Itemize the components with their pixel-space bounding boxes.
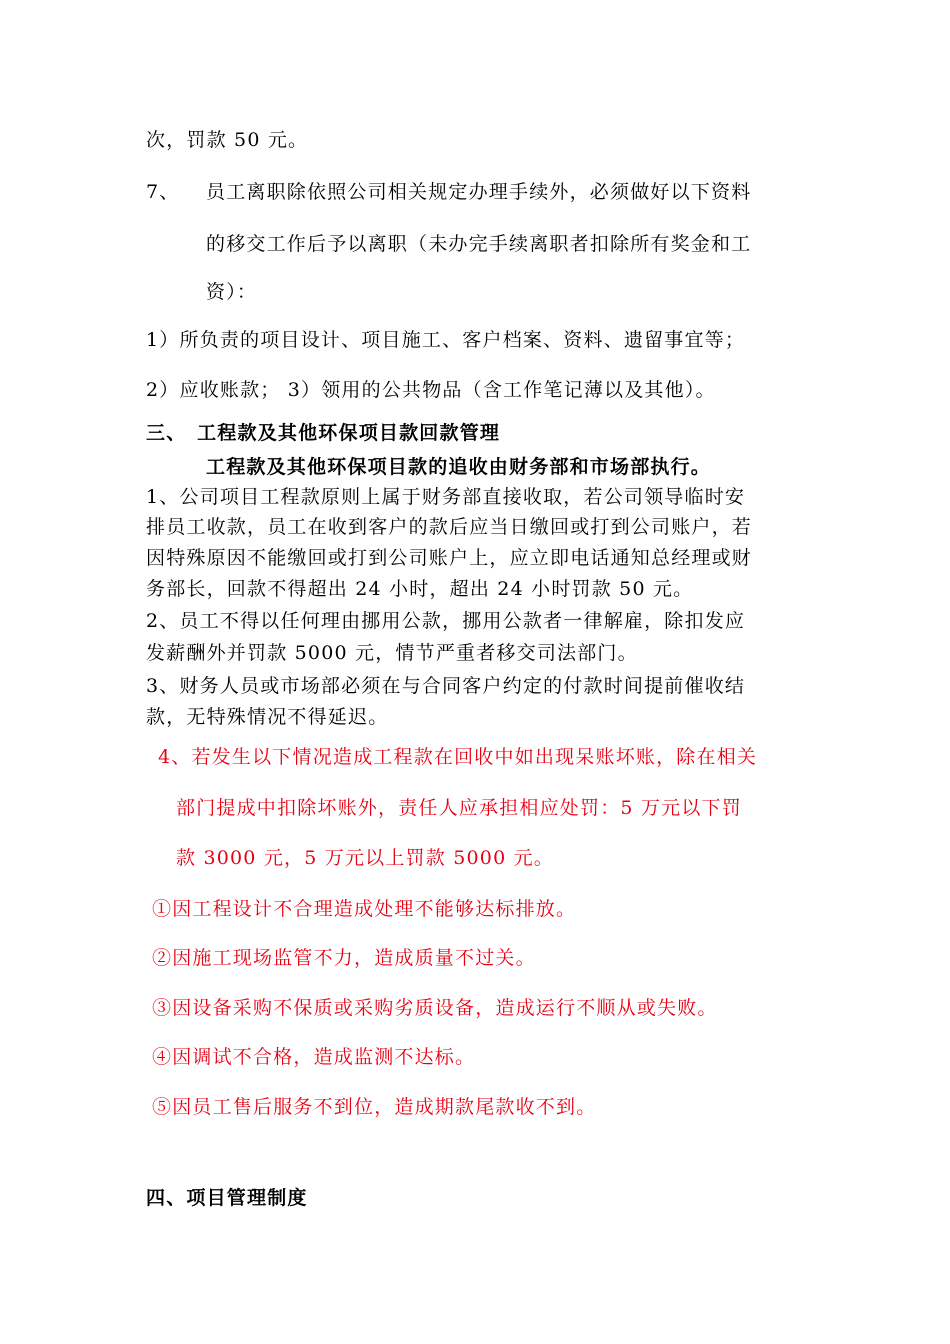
section-3-heading: 三、 工程款及其他环保项目款回款管理 xyxy=(146,422,501,444)
para-2-line-2: 发薪酬外并罚款 5000 元，情节严重者移交司法部门。 xyxy=(146,642,638,664)
para-2-line-1: 2、员工不得以任何理由挪用公款，挪用公款者一律解雇，除扣发应 xyxy=(146,610,746,632)
case-2: ②因施工现场监管不力，造成质量不过关。 xyxy=(152,947,536,969)
para-3-line-2: 款，无特殊情况不得延迟。 xyxy=(146,706,389,728)
para-4-line-1: 4、若发生以下情况造成工程款在回收中如出现呆账坏账，除在相关 xyxy=(158,746,758,768)
section-4-heading: 四、项目管理制度 xyxy=(146,1187,308,1209)
case-3: ③因设备采购不保质或采购劣质设备，造成运行不顺从或失败。 xyxy=(152,997,718,1019)
para-3-line-1: 3、财务人员或市场部必须在与合同客户约定的付款时间提前催收结 xyxy=(146,675,746,697)
para-1-line-1: 1、公司项目工程款原则上属于财务部直接收取，若公司领导临时安 xyxy=(146,486,746,508)
para-1-line-2: 排员工收款，员工在收到客户的款后应当日缴回或打到公司账户，若 xyxy=(146,516,753,538)
case-4: ④因调试不合格，造成监测不达标。 xyxy=(152,1046,476,1068)
handover-item-1: 1）所负责的项目设计、项目施工、客户档案、资料、遗留事宜等； xyxy=(146,329,746,351)
line-penalty-50: 次，罚款 50 元。 xyxy=(146,129,309,151)
para-4-line-3: 款 3000 元，5 万元以上罚款 5000 元。 xyxy=(176,847,554,869)
case-5: ⑤因员工售后服务不到位，造成期款尾款收不到。 xyxy=(152,1096,597,1118)
handover-item-2-3: 2）应收账款； 3）领用的公共物品（含工作笔记薄以及其他）。 xyxy=(146,379,716,401)
case-1: ①因工程设计不合理造成处理不能够达标排放。 xyxy=(152,898,577,920)
item-7-line-2: 的移交工作后予以离职（未办完手续离职者扣除所有奖金和工 xyxy=(206,233,752,255)
item-7-line-1: 员工离职除依照公司相关规定办理手续外，必须做好以下资料 xyxy=(206,181,752,203)
item-7-line-3: 资）： xyxy=(206,281,258,303)
para-4-line-2: 部门提成中扣除坏账外，责任人应承担相应处罚：5 万元以下罚 xyxy=(176,797,742,819)
para-1-line-3: 因特殊原因不能缴回或打到公司账户上，应立即电话通知总经理或财 xyxy=(146,547,753,569)
para-1-line-4: 务部长，回款不得超出 24 小时，超出 24 小时罚款 50 元。 xyxy=(146,578,694,600)
section-3-subheading: 工程款及其他环保项目款的追收由财务部和市场部执行。 xyxy=(206,456,712,478)
item-7-number: 7、 xyxy=(146,181,180,203)
